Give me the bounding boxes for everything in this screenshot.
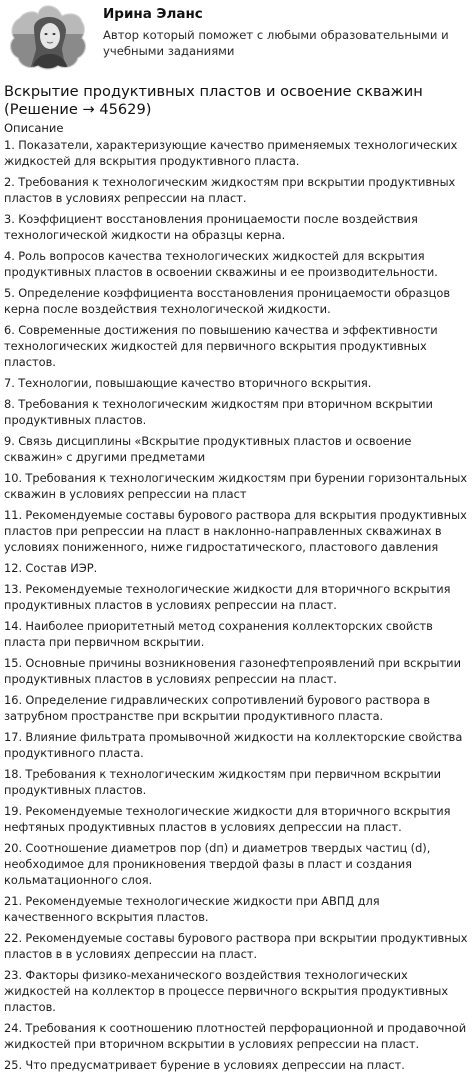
- list-item: 1. Показатели, характеризующие качество применяемых технологических жидкостей для вскрытия продуктивного пласта.: [4, 138, 458, 168]
- list-item: 21. Рекомендуемые технологические жидкости при АВПД для качественного вскрытия пластов.: [4, 894, 380, 924]
- list-item: 24. Требования к соотношению плотностей перфорационной и продавочной жидкостей при вторичном вскрытии в условиях репрессии на пласт.: [4, 1021, 467, 1051]
- author-description: Автор который поможет с любыми образовательными и учебными заданиями: [103, 28, 449, 58]
- list-item: 17. Влияние фильтрата промывочной жидкости на коллекторские свойства продуктивного пласта.: [4, 730, 463, 760]
- list-item: 15. Основные причины возникновения газонефтепроявлений при вскрытии продуктивных пластов в условиях репрессии на пласт.: [4, 656, 461, 686]
- list-item: 11. Рекомендуемые составы бурового раствора для вскрытия продуктивных пластов при репрессии на пласт в наклонно-направленных скважинах в условиях пониженного, ниже гидростатического, пластового давления: [4, 508, 467, 554]
- list-item: 12. Состав ИЭР.: [4, 561, 98, 575]
- list-item: 18. Требования к технологическим жидкостям при первичном вскрытии продуктивных пластов.: [4, 767, 442, 797]
- list-item: 10. Требования к технологическим жидкостям при бурении горизонтальных скважин в условиях репрессии на пласт: [4, 471, 468, 501]
- list-item: 16. Определение гидравлических сопротивлений бурового раствора в затрубном пространстве при вскрытии продуктивного пласта.: [4, 693, 431, 723]
- list-item: 4. Роль вопросов качества технологических жидкостей для вскрытия продуктивных пластов в освоении скважины и ее производительности.: [4, 249, 438, 279]
- list-item: 8. Требования к технологическим жидкостям при вторичном вскрытии продуктивных пластов.: [4, 397, 433, 427]
- questions-list: [4, 137, 470, 1078]
- description-label: Описание: [4, 121, 64, 135]
- list-item: 3. Коэффициент восстановления проницаемости после воздействия технологической жидкости на образцы керна.: [4, 212, 418, 242]
- list-item: 13. Рекомендуемые технологические жидкости для вторичного вскрытия продуктивных пластов в условиях репрессии на пласт.: [4, 582, 451, 612]
- list-item: 22. Рекомендуемые составы бурового раствора при вскрытии продуктивных пластов в в условиях депрессии на пласт.: [4, 931, 468, 961]
- list-item: 20. Соотношение диаметров пор (dп) и диаметров твердых частиц (d), необходимое для проникновения твердой фазы в пласт и создания кольматационного слоя.: [4, 841, 431, 887]
- list-item: 23. Факторы физико-механического воздействия технологических жидкостей на коллектор в процессе первичного вскрытия продуктивных пластов.: [4, 968, 449, 1014]
- list-item: 25. Что предусматривает бурение в условиях депрессии на пласт.: [4, 1058, 405, 1072]
- list-item: 6. Современные достижения по повышению качества и эффективности технологических жидкостей для первичного вскрытия продуктивных пластов.: [4, 323, 438, 369]
- list-item: 5. Определение коэффициента восстановления проницаемости образцов керна после воздействия технологической жидкости.: [4, 286, 451, 316]
- list-item: 2. Требования к технологическим жидкостям при вскрытии продуктивных пластов в условиях репрессии на пласт.: [4, 175, 456, 205]
- author-header: [0, 0, 474, 74]
- page-title: Вскрытие продуктивных пластов и освоение скважин (Решение → 45629): [4, 83, 423, 118]
- list-item: 19. Рекомендуемые технологические жидкости для вторичного вскрытия нефтяных продуктивных пластов в условиях депрессии на пласт.: [4, 804, 451, 834]
- list-item: 7. Технологии, повышающие качество вторичного вскрытия.: [4, 376, 372, 390]
- list-item: 14. Наиболее приоритетный метод сохранения коллекторских свойств пласта при первичном вскрытии.: [4, 619, 433, 649]
- author-name[interactable]: Ирина Эланс: [103, 6, 203, 22]
- author-avatar[interactable]: [6, 4, 90, 70]
- list-item: 9. Связь дисциплины «Вскрытие продуктивных пластов и освоение скважин» с другими предметами: [4, 434, 412, 464]
